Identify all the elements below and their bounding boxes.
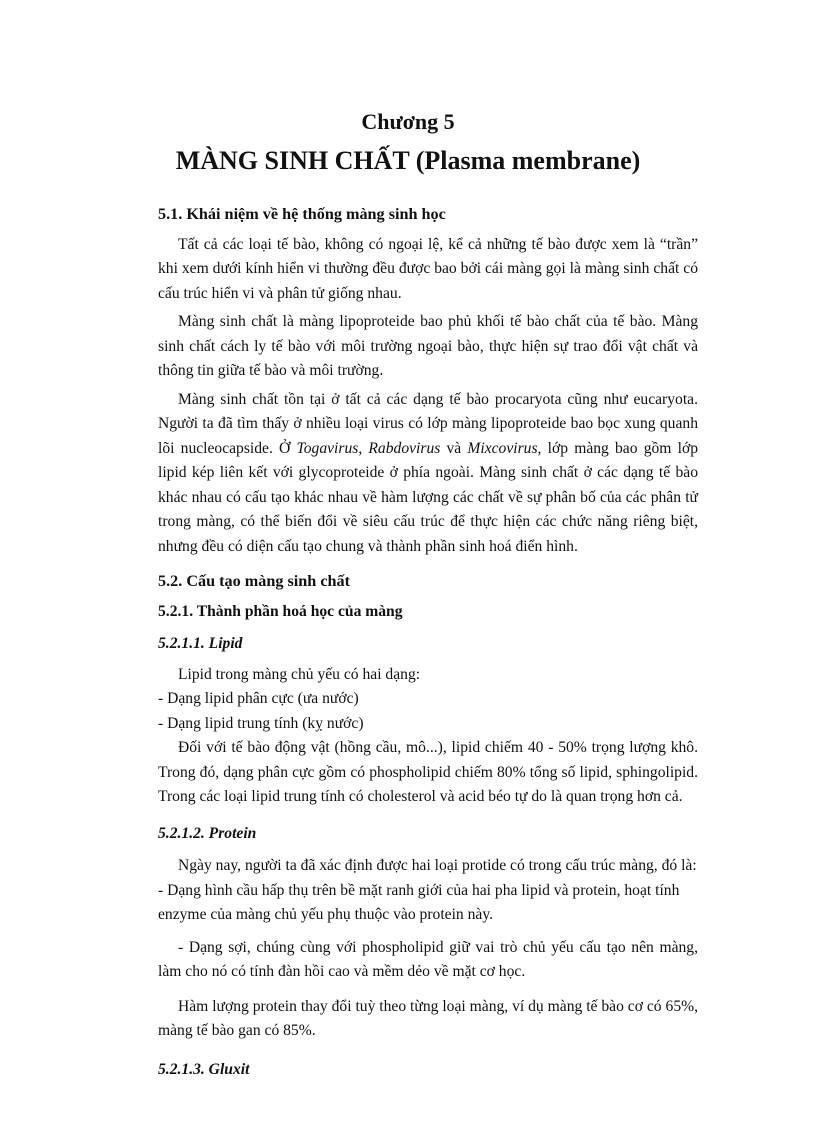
protein-list-item: - Dạng sợi, chúng cùng với phospholipid giữ vai trò chủ yếu cấu tạo nên màng, làm cho nó có tính đàn hồi cao và mềm dẻo về mặt cơ học. [158,938,698,980]
protein-paragraph: Hàm lượng protein thay đổi tuỳ theo từng loại màng, ví dụ màng tế bào cơ có 65%, màng tế bào gan có 85%. [158,997,698,1039]
section-heading-5-1: 5.1. Khái niệm về hệ thống màng sinh học [158,205,446,223]
chapter-number: Chương 5 [361,109,455,134]
paragraph-text: , [358,439,369,457]
subsubsection-heading-gluxit: 5.2.1.3. Gluxit [158,1060,250,1078]
lipid-intro: Lipid trong màng chủ yếu có hai dạng: [178,665,421,683]
subsubsection-heading-protein: 5.2.1.2. Protein [158,824,257,842]
lipid-paragraph: Đối với tế bào động vật (hồng cầu, mô...), lipid chiếm 40 - 50% trọng lượng khô. Trong đó, dạng phân cực gồm có phospholipid chiếm 80% tổng số lipid, sphingolipid. Trong các loại lipid trung tính có cholesterol và acid béo tự do là quan trọng hơn cả. [158,739,698,805]
paragraph-5-1-2: Màng sinh chất là màng lipoproteide bao phủ khối tế bào chất của tế bào. Màng sinh chất cách ly tế bào với môi trường ngoại bào, thực hiện sự trao đổi vật chất và thông tin giữa tế bào và môi trường. [158,313,698,379]
virus-name-togavirus: Togavirus [296,439,359,457]
subsection-heading-5-2-1: 5.2.1. Thành phần hoá học của màng [158,602,403,620]
paragraph-5-1-3 [158,388,698,560]
chapter-title: MÀNG SINH CHẤT (Plasma membrane) [175,146,641,175]
virus-name-rabdovirus: Rabdovirus [368,439,441,457]
section-heading-5-2: 5.2. Cấu tạo màng sinh chất [158,572,351,590]
virus-name-mixcovirus: Mixcovirus, [467,439,542,457]
paragraph-5-1-1: Tất cả các loại tế bào, không có ngoại lệ, kể cả những tế bào được xem là “trần” khi xem dưới kính hiển vi thường đều được bao bởi cái màng gọi là màng sinh chất có cấu trúc hiển vi và phân tử giống nhau. [158,235,698,302]
protein-intro: Ngày nay, người ta đã xác định được hai loại protide có trong cấu trúc màng, đó là: [178,857,697,874]
protein-list-item: - Dạng hình cầu hấp thụ trên bề mặt ranh giới của hai pha lipid và protein, hoạt tính enzyme của màng chủ yếu phụ thuộc vào protein này. [158,881,680,923]
paragraph-text: lớp màng bao gồm lớp lipid kép liên kết với glycoproteide ở phía ngoài. Màng sinh chất ở các dạng tế bào khác nhau có cấu tạo khác nhau về hàm lượng các chất về sự phân bố của các phân tử trong màng, có thể biến đổi về siêu cấu trúc để thực hiện các chức năng riêng biệt, nhưng đều có diện cấu tạo chung và thành phần sinh hoá điển hình. [158,439,698,555]
subsubsection-heading-lipid: 5.2.1.1. Lipid [158,635,243,652]
paragraph-text: Màng sinh chất tồn tại ở tất cả các dạng tế bào procaryota cũng như eucaryota. Người ta đã tìm thấy ở nhiều loại virus có lớp màng lipoproteide bao bọc xung quanh lõi nucleocapside. Ở [158,390,698,457]
lipid-list-item: - Dạng lipid trung tính (kỵ nước) [158,714,364,732]
paragraph-text: và [440,439,468,457]
lipid-list-item: - Dạng lipid phân cực (ưa nước) [158,690,359,707]
document-body [158,202,698,1082]
